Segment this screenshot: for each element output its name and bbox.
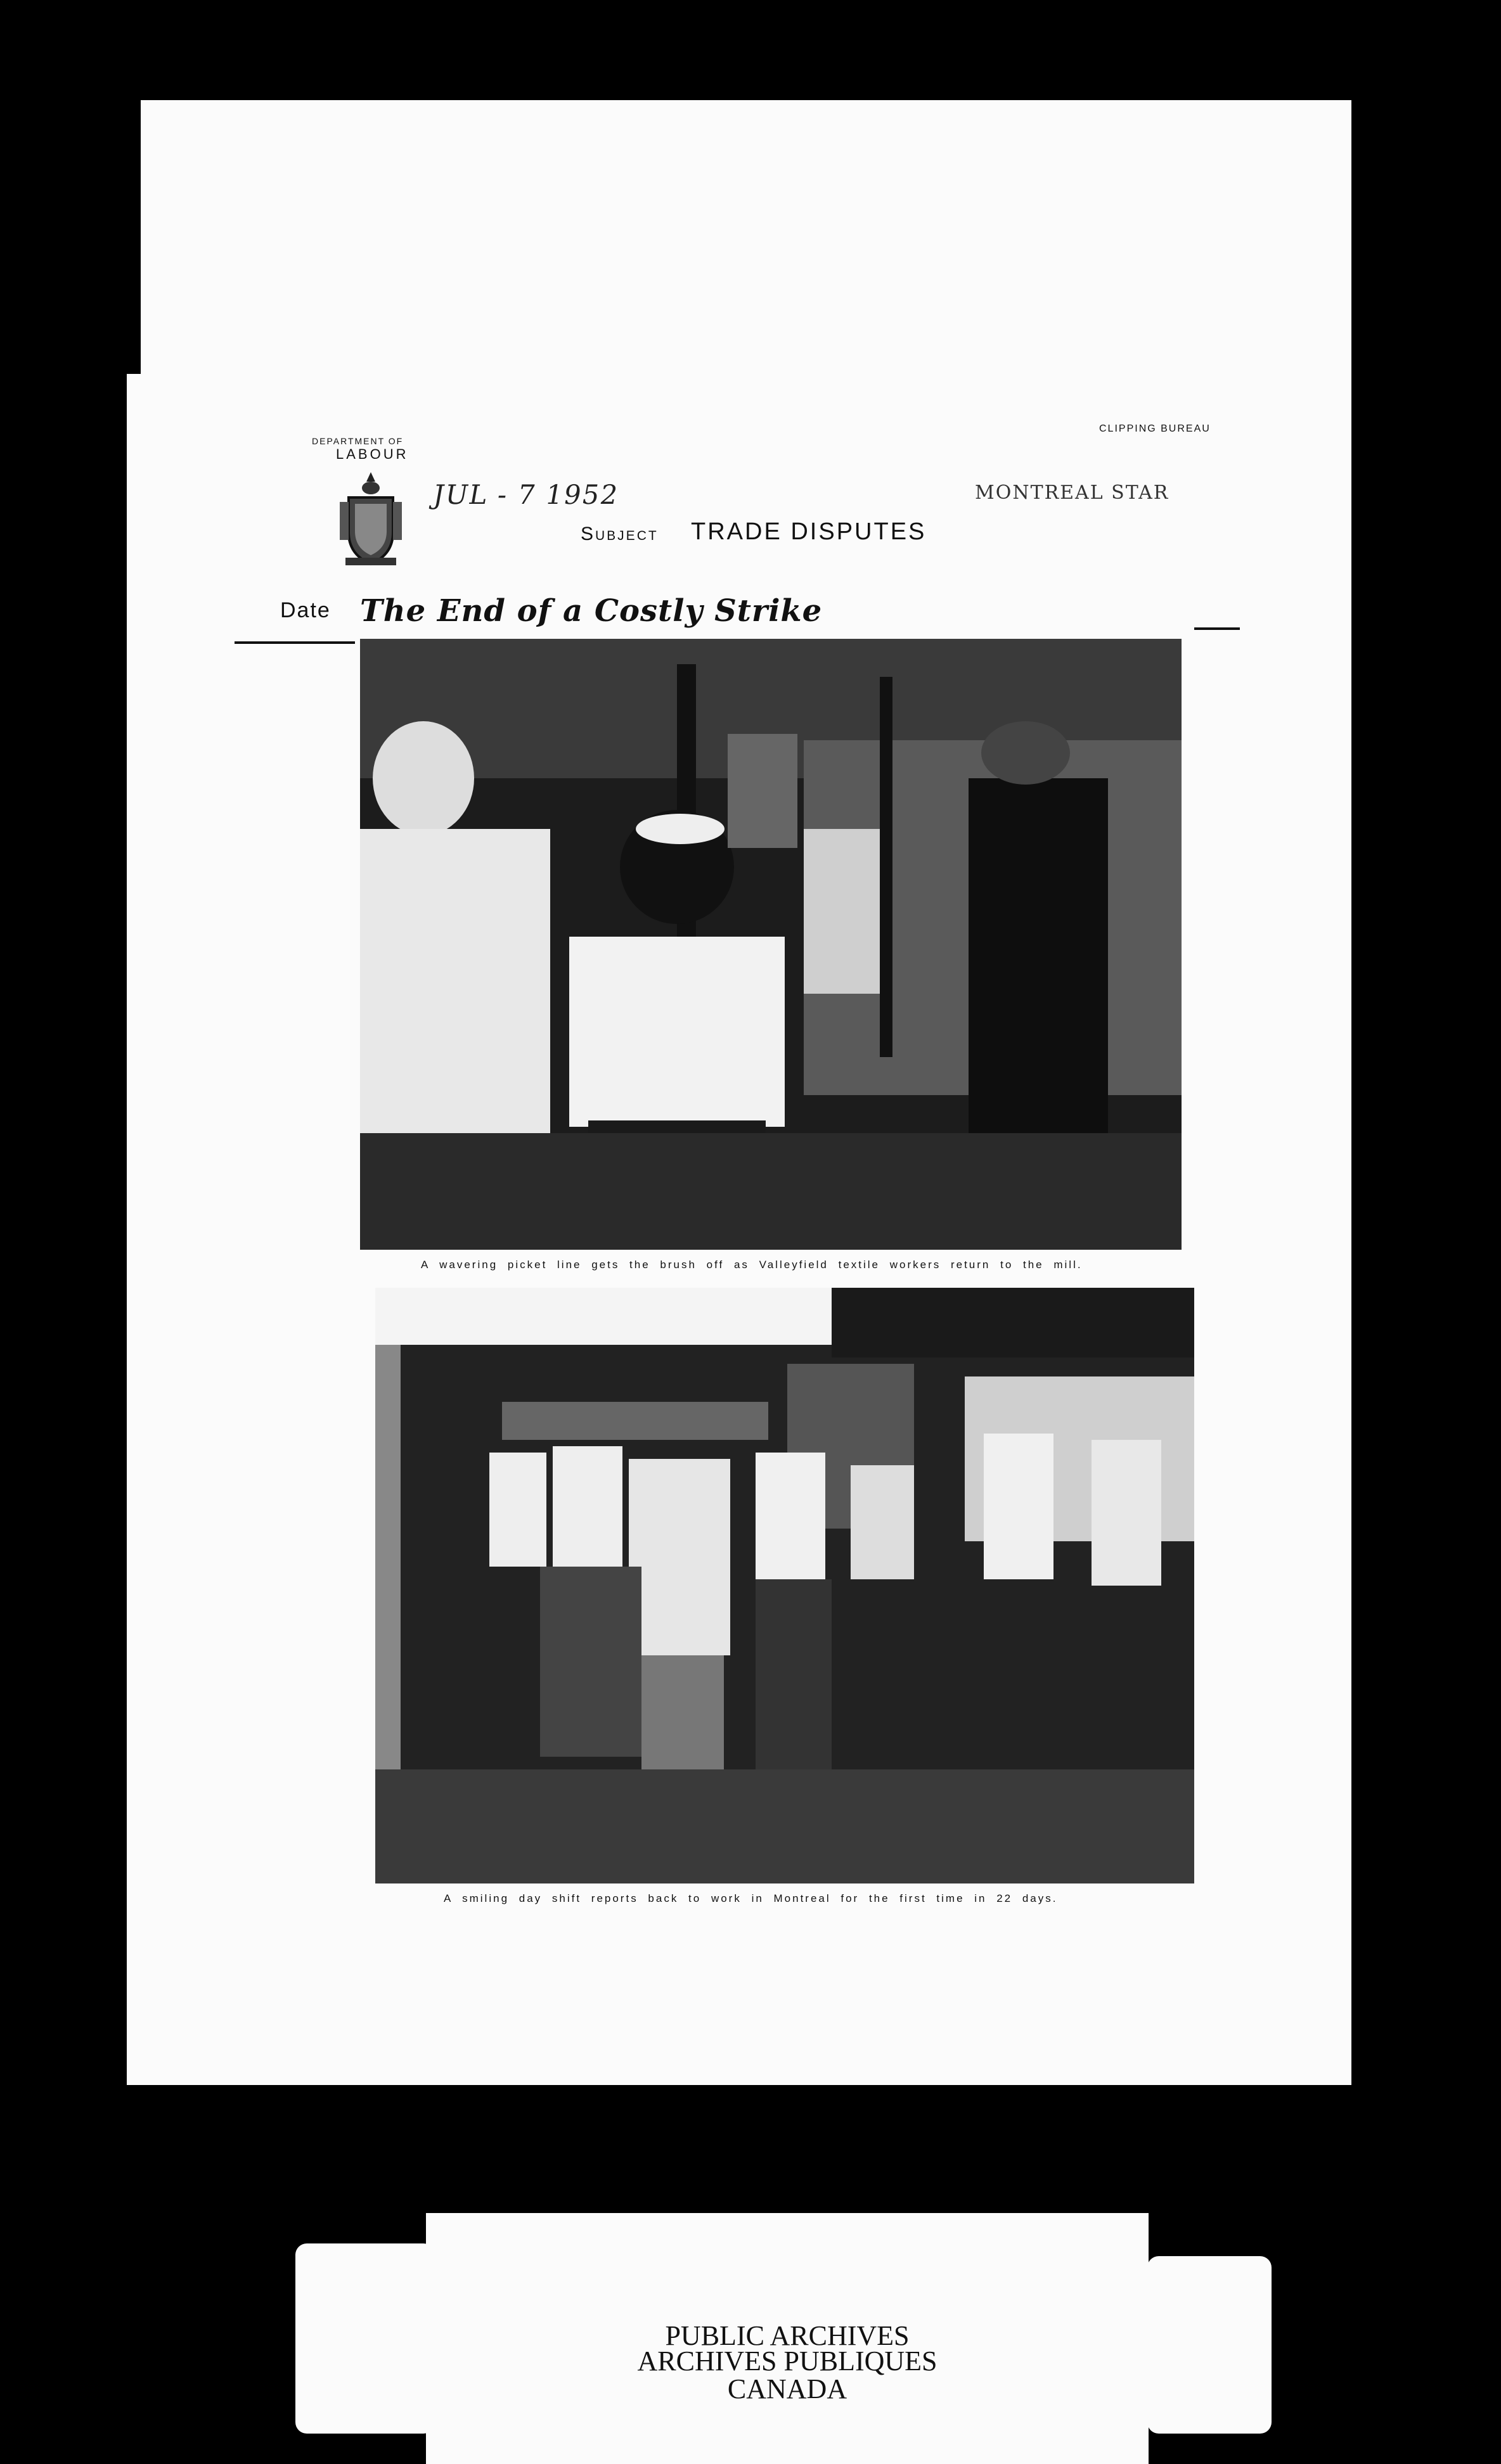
- headline: The End of a Costly Strike: [360, 593, 823, 629]
- clipping-bureau-label: CLIPPING BUREAU: [1099, 423, 1211, 434]
- date-label: Date: [280, 598, 331, 622]
- department-label: DEPARTMENT OF: [312, 436, 404, 446]
- newspaper-name: MONTREAL STAR: [975, 482, 1169, 504]
- subject-value: TRADE DISPUTES: [691, 518, 927, 545]
- archives-label-french: ARCHIVES PUBLIQUES: [637, 2345, 937, 2377]
- department-name: LABOUR: [336, 446, 409, 462]
- clipping-sheet-back: [141, 100, 1351, 379]
- picket-line-photo: [360, 639, 1182, 1250]
- archives-card-tab-left: [295, 2243, 435, 2434]
- header-rule-right: [1194, 627, 1240, 630]
- received-date-stamp: JUL - 7 1952: [430, 479, 622, 510]
- header-rule-left: [235, 641, 355, 644]
- photo-caption: A smiling day shift reports back to work in Montreal for the first time in 22 days.: [444, 1892, 1058, 1904]
- archives-label-country: CANADA: [727, 2373, 847, 2404]
- coat-of-arms-icon: [336, 469, 406, 570]
- archives-card-tab-right: [1147, 2256, 1272, 2434]
- photo-caption: A wavering picket line gets the brush off as Valleyfield textile workers return to the mill.: [421, 1259, 1083, 1271]
- day-shift-photo: [375, 1288, 1194, 1883]
- subject-label: Subject: [581, 523, 659, 544]
- archives-label-english: PUBLIC ARCHIVES: [665, 2320, 910, 2351]
